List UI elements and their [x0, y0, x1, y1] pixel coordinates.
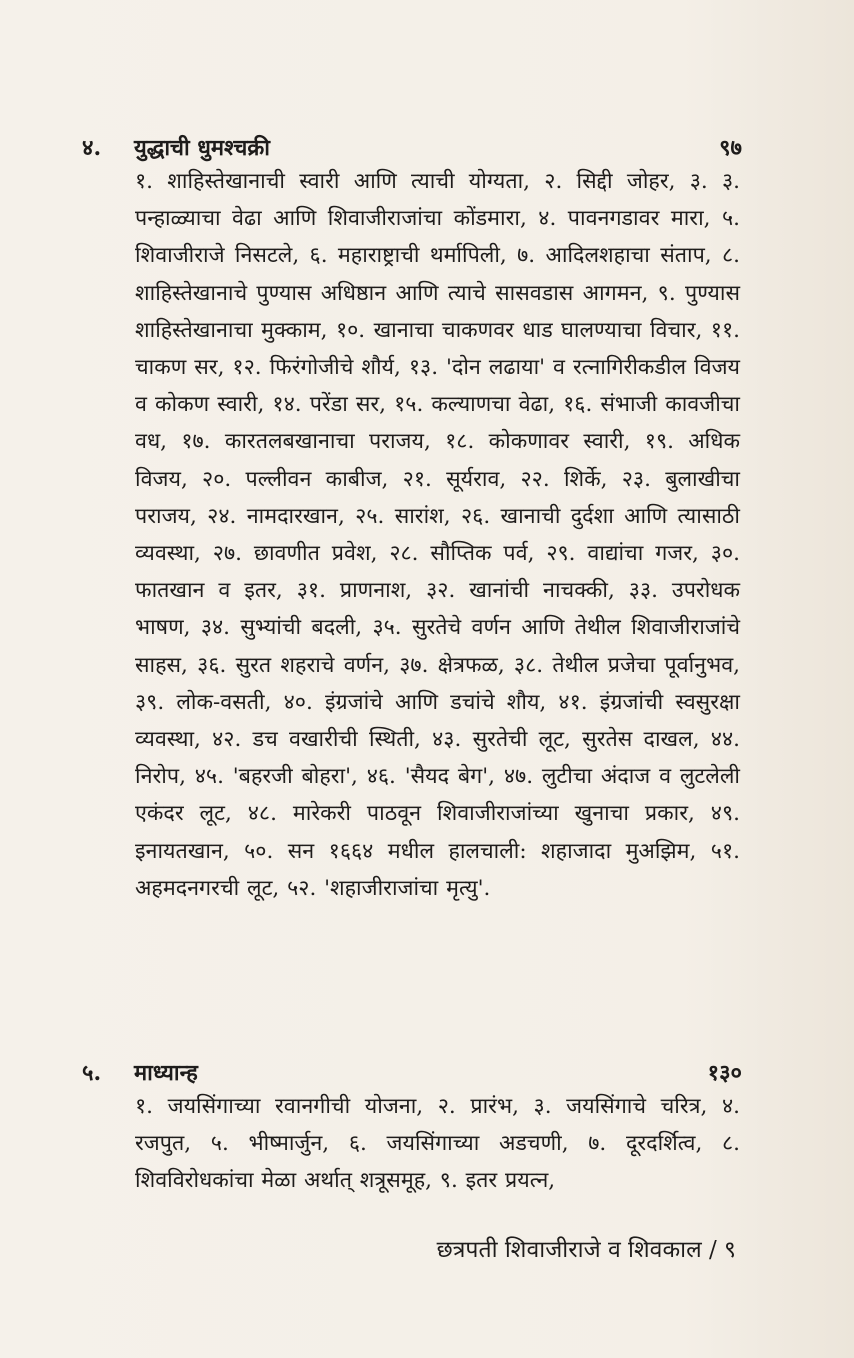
chapter-contents-text: १. शाहिस्तेखानाची स्वारी आणि त्याची योग्यता, २. सिद्दी जोहर, ३. ३. पन्हाळ्याचा वेढा आणि शिवाजीराजांचा कोंडमारा, ४. पावनगडावर मारा, ५. शिवाजीराजे निसटले, ६. महाराष्ट्राची थर्मापिली, ७. आदिलशहाचा संताप, ८. शाहिस्तेखानाचे पुण्यास अधिष्ठान आणि त्याचे सासवडास आगमन, ९. पुण्यास शाहिस्तेखानाचा मुक्काम, १०. खानाचा चाकणवर धाड घालण्याचा विचार, ११. चाकण सर, १२. फिरंगोजीचे शौर्य, १३. 'दोन लढाया' व रत्नागिरीकडील विजय व कोकण स्वारी, १४. परेंडा सर, १५. कल्याणचा वेढा, १६. संभाजी कावजीचा वध, १७. कारतलबखानाचा पराजय, १८. कोकणावर स्वारी, १९. अधिक विजय, २०. पल्लीवन काबीज, २१. सूर्यराव, २२. शिर्के, २३. बुलाखीचा पराजय, २४. नामदारखान, २५. सारांश, २६. खानाची दुर्दशा आणि त्यासाठी व्यवस्था, २७. छावणीत प्रवेश, २८. सौप्तिक पर्व, २९. वाद्यांचा गजर, ३०. फातखान व इतर, ३१. प्राणनाश, ३२. खानांची नाचक्की, ३३. उपरोधक भाषण, ३४. सुभ्यांची बदली, ३५. सुरतेचे वर्णन आणि तेथील शिवाजीराजांचे साहस, ३६. सुरत शहराचे वर्णन, ३७. क्षेत्रफळ, ३८. तेथील प्रजेचा पूर्वानुभव, ३९. लोक-वसती, ४०. इंग्रजांचे आणि डचांचे शौय, ४१. इंग्रजांची स्वसुरक्षा व्यवस्था, ४२. डच वखारीची स्थिती, ४३. सुरतेची लूट, सुरतेस दाखल, ४४. निरोप, ४५. 'बहरजी बोहरा', ४६. 'सैयद बेग', ४७. लुटीचा अंदाज व लुटलेली एकंदर लूट, ४८. मारेकरी पाठवून शिवाजीराजांच्या खुनाचा प्रकार, ४९. इनायतखान, ५०. सन १६६४ मधील हालचाली: शहाजादा मुअझिम, ५१. अहमदनगरची लूट, ५२. 'शहाजीराजांचा मृत्यु'.	[135, 169, 740, 901]
chapter-heading	[82, 130, 742, 166]
chapter-contents-text: १. जयसिंगाच्या रवानगीची योजना, २. प्रारंभ, ३. जयसिंगाचे चरित्र, ४. रजपुत, ५. भीष्मार्जुन, ६. जयसिंगाच्या अडचणी, ७. दूरदर्शित्व, ८. शिवविरोधकांचा मेळा अर्थात् शत्रूसमूह, ९. इतर प्रयत्न,	[135, 1094, 740, 1194]
chapter-page-number: ९७	[719, 135, 742, 161]
chapter-number: ४.	[82, 135, 102, 161]
chapter-title: माध्यान्ह	[134, 1060, 198, 1086]
chapter-heading	[82, 1055, 742, 1091]
chapter-page-number: १३०	[707, 1060, 742, 1086]
chapter-title: युद्धाची धुमश्चक्री	[134, 135, 270, 161]
chapter-number: ५.	[82, 1060, 102, 1086]
chapter-contents	[135, 163, 740, 907]
chapter-contents	[135, 1088, 740, 1200]
page-footer: छत्रपती शिवाजीराजे व शिवकाल / ९	[436, 1237, 736, 1263]
